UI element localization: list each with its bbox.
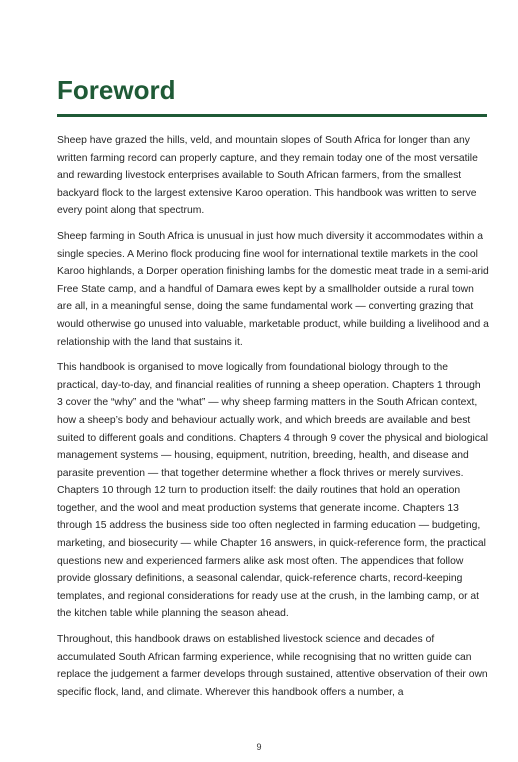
paragraph: Throughout, this handbook draws on established livestock science and decades of accumulated South African farming experience, while recognising that no written guide can replace the judgement a farmer develops through sustained, attentive observation of their own specific flock, land, and climate. Wherever this handbook offers a number, a [57, 634, 488, 698]
page-title: Foreword [57, 75, 176, 105]
paragraph: This handbook is organised to move logically from foundational biology through to the practical, day-to-day, and financial realities of running a sheep operation. Chapters 1 through 3 cover the “why” and the “what” — why sheep farming matters in the South African context, how a sheep’s body and behaviour actually work, and which breeds are available and best suited to different goals and conditions. Chapters 4 through 9 cover the physical and biological management systems — housing, equipment, nutrition, breeding, health, and disease and parasite prevention — that together determine whether a flock thrives or merely survives. Chapters 10 through 12 turn to production itself: the daily routines that hold an operation together, and the wool and meat production systems that generate income. Chapters 13 through 15 address the business side too often neglected in farming education — budgeting, marketing, and biosecurity — while Chapter 16 answers, in quick-reference form, the practical questions new and experienced farmers alike ask most often. The appendices that follow provide glossary definitions, a seasonal calendar, quick-reference charts, record-keeping templates, and regional considerations for ready use at the crush, in the lambing camp, or at the kitchen table while planning the season ahead. [57, 362, 489, 620]
title-divider [57, 114, 487, 117]
page-number: 9 [256, 742, 262, 752]
paragraph: Sheep have grazed the hills, veld, and mountain slopes of South Africa for longer than any written farming record can properly capture, and they remain today one of the most versatile and rewarding livestock enterprises available to South African farmers, from the smallest backyard flock to the largest extensive Karoo operation. This handbook was written to serve every point along that spectrum. [57, 135, 478, 217]
body-text [57, 132, 489, 709]
paragraph: Sheep farming in South Africa is unusual in just how much diversity it accommodates within a single species. A Merino flock producing fine wool for international textile markets in the cool Karoo highlands, a Dorper operation finishing lambs for the domestic meat trade in a semi-arid Free State camp, and a handful of Damara ewes kept by a smallholder outside a rural town are all, in a meaningful sense, doing the same fundamental work — converting grazing that would otherwise go unused into valuable, marketable product, while building a livelihood and a relationship with the land that sustains it. [57, 230, 489, 348]
